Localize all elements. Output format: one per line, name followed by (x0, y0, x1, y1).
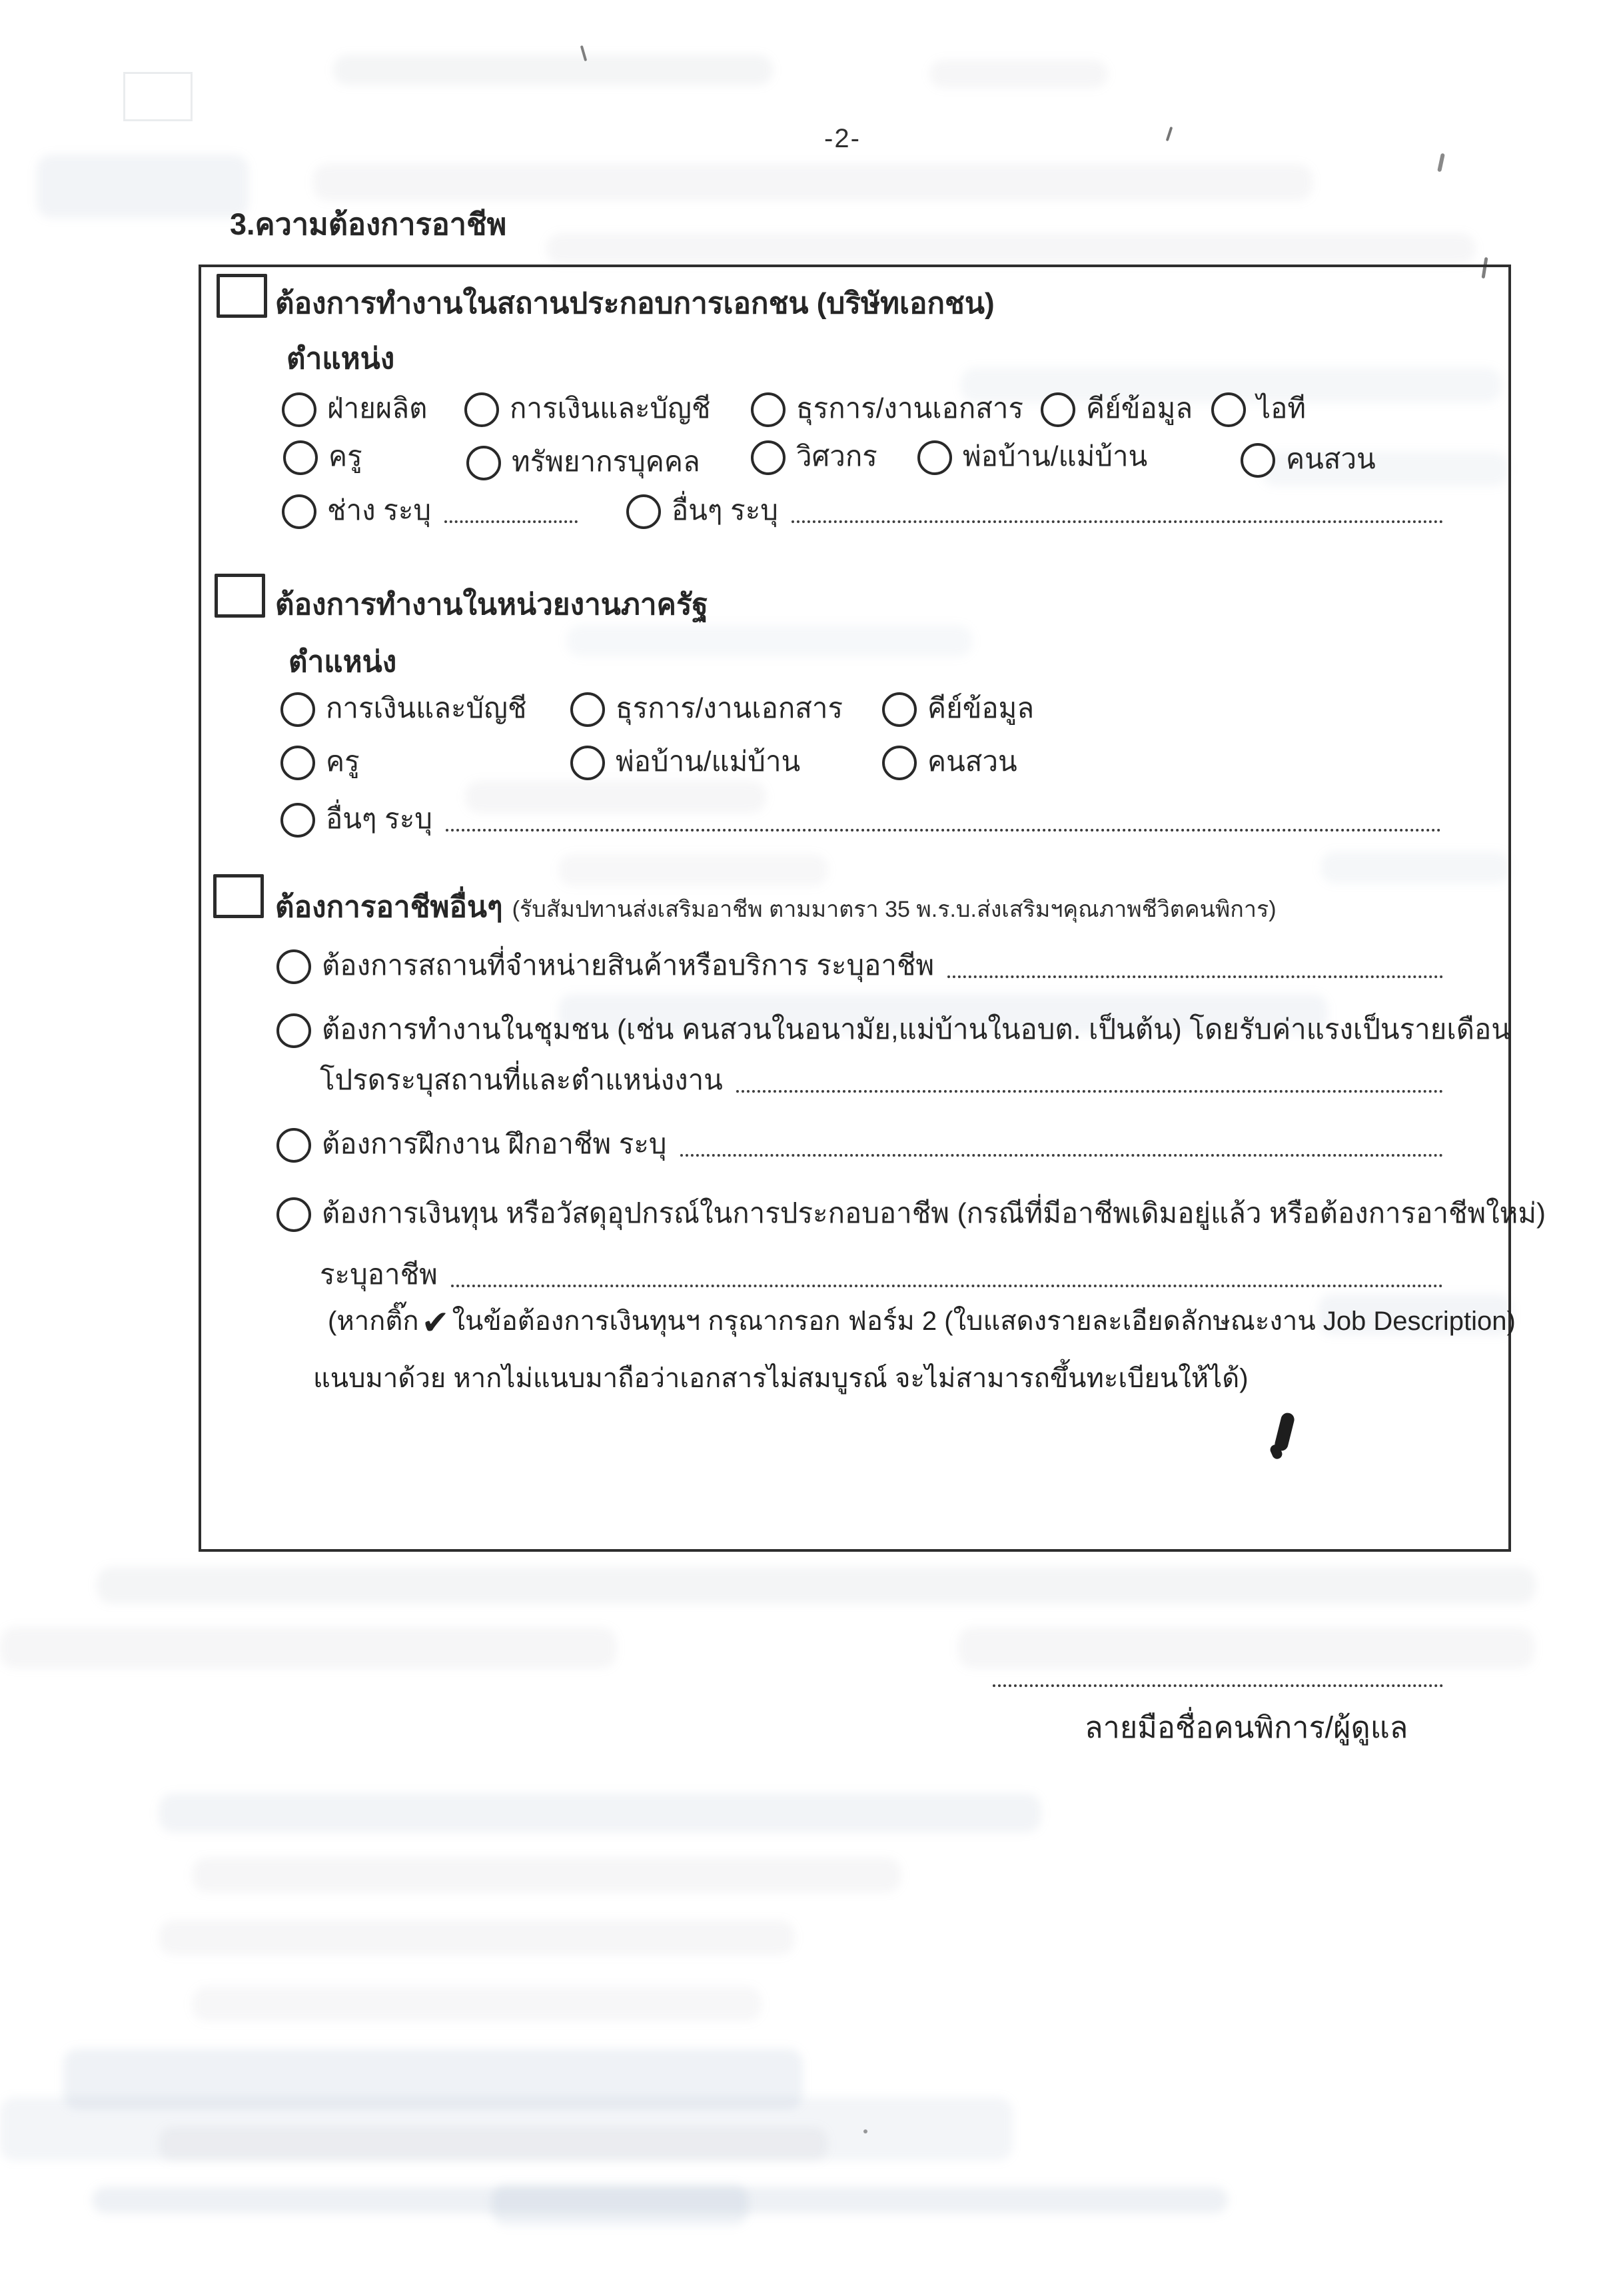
bleed-through-artifact (192, 1987, 762, 2021)
fill-in-blank[interactable] (792, 514, 1443, 523)
radio-circle[interactable] (280, 803, 315, 838)
radio-option-finance-accounting[interactable] (464, 389, 710, 428)
option-label: โปรดระบุสถานที่และตำแหน่งงาน (320, 1064, 723, 1095)
fill-in-blank[interactable] (444, 514, 578, 523)
radio-circle[interactable] (280, 746, 315, 780)
radio-option-other-specify[interactable] (626, 491, 1444, 530)
option-label: พ่อบ้าน/แม่บ้าน (616, 746, 801, 777)
radio-circle[interactable] (570, 746, 605, 780)
bleed-through-artifact (97, 1567, 1536, 1604)
radio-circle[interactable] (464, 392, 499, 427)
note-suffix: ในข้อต้องการเงินทุนฯ กรุณากรอก ฟอร์ม 2 (ใบแสดงรายละเอียดลักษณะงาน Job Description) (452, 1307, 1516, 1336)
bleed-through-artifact (333, 55, 773, 85)
option-label: คีย์ข้อมูล (927, 692, 1035, 724)
radio-circle[interactable] (1211, 392, 1246, 427)
option-label: ธุรการ/งานเอกสาร (616, 692, 843, 724)
bleed-through-artifact (0, 2097, 1013, 2161)
radio-option-engineer[interactable] (751, 437, 877, 476)
pen-speck (863, 2129, 867, 2133)
form-note-line-1 (328, 1299, 1516, 1342)
radio-circle[interactable] (276, 949, 311, 984)
option-label: ครู (326, 746, 360, 777)
pen-speck (1166, 127, 1173, 141)
position-label: ตำแหน่ง (288, 646, 397, 678)
option-label: การเงินและบัญชี (326, 692, 527, 724)
option-label: คนสวน (927, 746, 1017, 777)
pen-speck (1437, 153, 1445, 173)
option-label: ทรัพยากรบุคคล (512, 446, 700, 477)
fill-in-blank[interactable] (736, 1083, 1443, 1093)
signature-line[interactable] (993, 1679, 1443, 1687)
radio-option-it[interactable] (1211, 389, 1306, 428)
section-title-other-occupation (275, 883, 1277, 930)
fill-in-blank[interactable] (680, 1147, 1443, 1157)
fill-in-blank[interactable] (451, 1278, 1443, 1287)
radio-option-sales-location[interactable] (276, 946, 1444, 985)
radio-circle[interactable] (276, 1197, 311, 1232)
check-mark-icon: ✔ (421, 1304, 450, 1341)
bleed-through-artifact (313, 164, 1313, 201)
radio-circle[interactable] (882, 692, 917, 727)
radio-option-teacher[interactable] (280, 742, 360, 781)
bleed-through-artifact (159, 1920, 795, 1955)
radio-circle[interactable] (283, 440, 318, 475)
radio-option-admin-documents[interactable] (570, 689, 843, 728)
radio-circle[interactable] (280, 692, 315, 727)
bleed-through-artifact (0, 1627, 616, 1668)
radio-option-production[interactable] (282, 389, 427, 428)
option-label: ไอที (1257, 392, 1307, 424)
option-label: ต้องการเงินทุน หรือวัสดุอุปกรณ์ในการประกอบอาชีพ (กรณีที่มีอาชีพเดิมอยู่แล้ว หรือต้องการอาชีพใหม่) (322, 1197, 1546, 1229)
radio-circle[interactable] (751, 440, 786, 475)
signature-caption: ลายมือชื่อคนพิการ/ผู้ดูแล (1085, 1710, 1408, 1744)
radio-circle[interactable] (276, 1013, 311, 1048)
radio-option-admin-documents[interactable] (751, 389, 1023, 428)
radio-circle[interactable] (282, 392, 316, 427)
fill-in-blank[interactable] (446, 822, 1441, 832)
radio-circle[interactable] (276, 1128, 311, 1163)
page-number: -2- (824, 124, 861, 153)
bleed-through-artifact (37, 155, 249, 218)
radio-option-finance-accounting[interactable] (280, 689, 526, 728)
radio-circle[interactable] (282, 494, 316, 529)
section-title-government: ต้องการทำงานในหน่วยงานภาครัฐ (275, 588, 708, 621)
radio-option-hr[interactable] (466, 442, 700, 481)
radio-circle[interactable] (882, 746, 917, 780)
option-label: ฝ่ายผลิต (327, 392, 428, 424)
radio-circle[interactable] (626, 494, 661, 529)
option-label: วิศวกร (796, 440, 877, 472)
section-title-text: ต้องการอาชีพอื่นๆ (275, 891, 503, 923)
radio-circle[interactable] (751, 392, 786, 427)
option-label: ธุรการ/งานเอกสาร (796, 392, 1024, 424)
form-note-line-2: แนบมาด้วย หากไม่แนบมาถือว่าเอกสารไม่สมบูรณ์ จะไม่สามารถขึ้นทะเบียนให้ได้) (313, 1364, 1249, 1393)
radio-circle[interactable] (1241, 443, 1275, 478)
radio-option-housekeeper[interactable] (570, 742, 800, 781)
option-label: ช่าง ระบุ (327, 494, 432, 526)
option-label: คีย์ข้อมูล (1086, 392, 1193, 424)
position-label: ตำแหน่ง (286, 342, 395, 375)
radio-option-housekeeper[interactable] (917, 437, 1147, 476)
radio-option-data-entry[interactable] (1041, 389, 1193, 428)
radio-option-teacher[interactable] (283, 437, 362, 476)
radio-option-data-entry[interactable] (882, 689, 1034, 728)
note-prefix: (หากติ๊ก (328, 1307, 419, 1336)
radio-circle[interactable] (466, 446, 501, 480)
pen-speck (580, 45, 587, 61)
option-label: ต้องการสถานที่จำหน่ายสินค้าหรือบริการ ระบุอาชีพ (322, 949, 935, 981)
bleed-through-artifact (929, 60, 1108, 88)
section-title-private-company: ต้องการทำงานในสถานประกอบการเอกชน (บริษัทเอกชน) (275, 287, 995, 320)
option-label: อื่นๆ ระบุ (672, 494, 778, 526)
radio-circle[interactable] (570, 692, 605, 727)
funding-specify-line (320, 1255, 1444, 1294)
option-label: ต้องการทำงานในชุมชน (เช่น คนสวนในอนามัย,แม่บ้านในอบต. เป็นต้น) โดยรับค่าแรงเป็นรายเดือน (322, 1013, 1510, 1045)
bleed-through-artifact (159, 1794, 1041, 1832)
radio-option-funding-equipment[interactable] (276, 1194, 1546, 1233)
radio-circle[interactable] (917, 440, 952, 475)
bleed-through-artifact (63, 2049, 803, 2109)
bleed-through-artifact (92, 2187, 1228, 2213)
checkbox-other-occupation[interactable] (213, 874, 264, 918)
scan-corner-artifact (123, 72, 193, 121)
radio-circle[interactable] (1041, 392, 1075, 427)
radio-option-other-specify[interactable] (280, 800, 1442, 838)
option-label: ครู (328, 440, 362, 472)
option-label: พ่อบ้าน/แม่บ้าน (963, 440, 1148, 472)
option-label: การเงินและบัญชี (510, 392, 711, 424)
bleed-through-artifact (159, 2127, 828, 2161)
radio-option-gardener[interactable] (882, 742, 1017, 781)
checkbox-private-company[interactable] (217, 274, 267, 318)
option-label: ระบุอาชีพ (320, 1259, 438, 1290)
section-title-note: (รับสัมปทานส่งเสริมอาชีพ ตามมาตรา 35 พ.ร.บ.ส่งเสริมฯคุณภาพชีวิตคนพิการ) (512, 897, 1277, 922)
bleed-through-artifact (958, 1627, 1534, 1668)
checkbox-government[interactable] (215, 574, 265, 618)
radio-option-technician-specify[interactable] (282, 491, 579, 530)
bleed-through-artifact (192, 1858, 901, 1892)
bleed-through-artifact (492, 2184, 748, 2225)
radio-option-gardener[interactable] (1241, 440, 1376, 478)
option-label: คนสวน (1286, 443, 1376, 474)
fill-in-blank[interactable] (947, 969, 1443, 978)
option-label: ต้องการฝึกงาน ฝึกอาชีพ ระบุ (322, 1128, 667, 1159)
radio-option-apprenticeship[interactable] (276, 1125, 1444, 1163)
radio-option-community-work[interactable] (276, 1010, 1510, 1049)
community-work-specify-line (320, 1061, 1444, 1099)
page-title: 3.ความต้องการอาชีพ (230, 207, 507, 241)
bleed-through-artifact (546, 233, 1476, 264)
option-label: อื่นๆ ระบุ (326, 803, 432, 834)
